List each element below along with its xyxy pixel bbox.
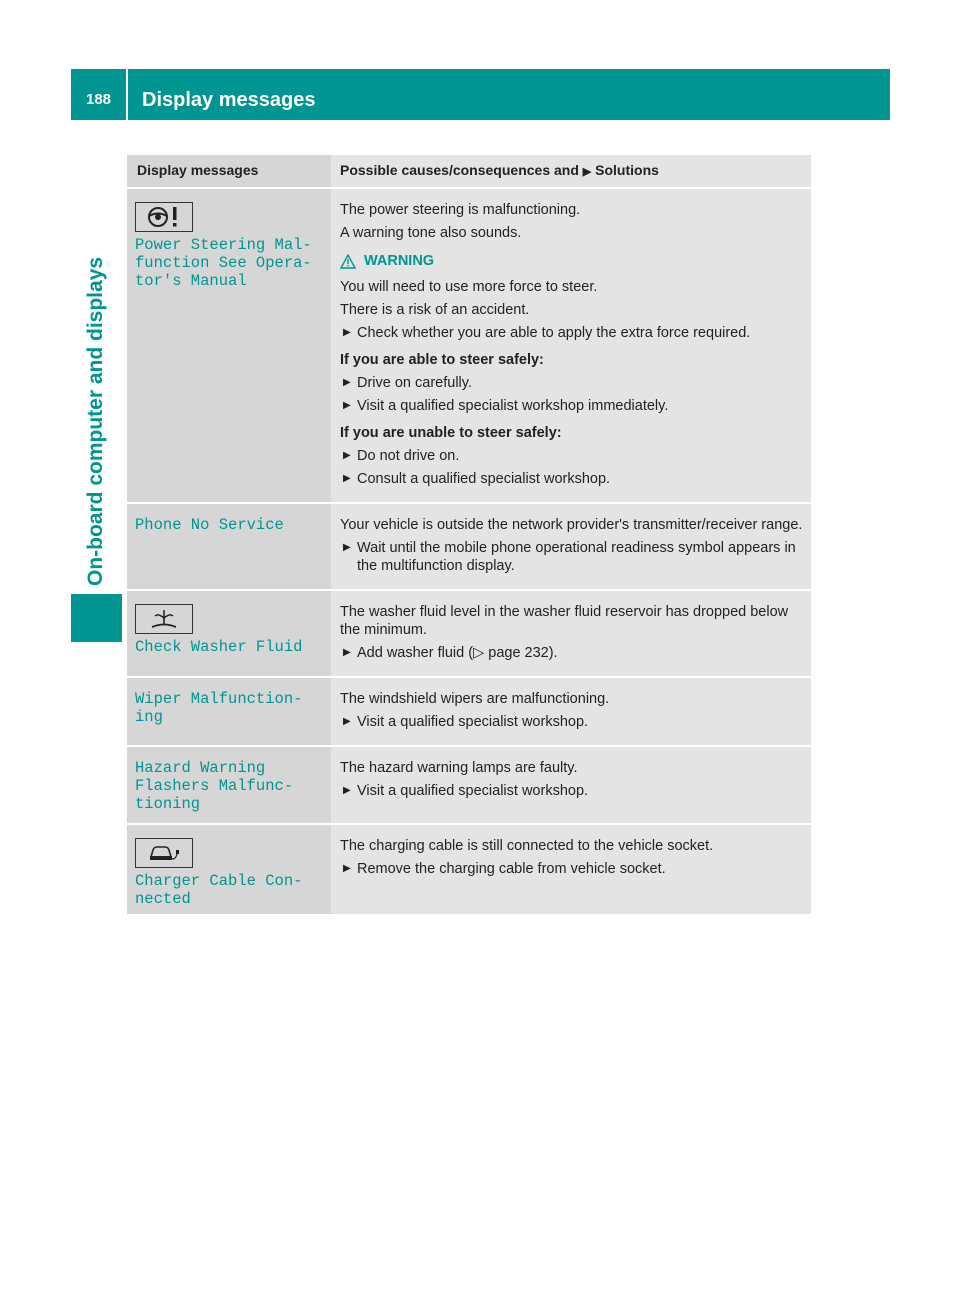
condition-heading: If you are able to steer safely: <box>340 352 544 368</box>
action-step: ▶ Do not drive on. <box>340 447 805 465</box>
action-arrow-icon: ▶ <box>582 166 592 178</box>
page-header <box>71 69 890 120</box>
condition-heading: If you are unable to steer safely: <box>340 425 562 441</box>
display-message: Phone No Service <box>135 516 284 534</box>
display-message: Wiper Malfunction‐ ing <box>135 690 303 726</box>
page-number: 188 <box>85 91 112 108</box>
table-row <box>127 677 811 746</box>
message-cell <box>127 824 331 914</box>
col-header-causes: Possible causes/consequences and ▶ Solutions <box>331 155 811 188</box>
display-message: Power Steering Mal‐ function See Opera‐ tor's Manual <box>135 236 312 290</box>
page-reference-link[interactable]: page 232). <box>488 645 558 661</box>
solution-cell: Your vehicle is outside the network provider's transmitter/receiver range. ▶ Wait until the mobile phone operational readiness symbol appears in the multifunction display. <box>331 503 811 590</box>
message-cell <box>127 590 331 677</box>
table-header-row <box>127 155 811 188</box>
charging-cable-icon <box>135 838 193 868</box>
solution-cell: The windshield wipers are malfunctioning. ▶ Visit a qualified specialist workshop. <box>331 677 811 746</box>
side-tab-marker <box>71 594 122 642</box>
page-title: Display messages <box>142 89 316 111</box>
action-step: ▶ Visit a qualified specialist workshop. <box>340 782 805 800</box>
display-message: Charger Cable Con‐ nected <box>135 872 303 908</box>
table-row <box>127 746 811 824</box>
side-tab-label: On-board computer and displays <box>84 256 107 586</box>
action-step: ▶ Visit a qualified specialist workshop immediately. <box>340 397 805 415</box>
table-row <box>127 590 811 677</box>
display-messages-table <box>127 155 811 914</box>
action-step: ▶ Wait until the mobile phone operational readiness symbol appears in the multifunction display. <box>340 539 805 575</box>
action-step: ▶ Add washer fluid (▷ page 232). <box>340 644 805 662</box>
message-cell <box>127 188 331 503</box>
table-row <box>127 824 811 914</box>
solution-cell: The hazard warning lamps are faulty. ▶ Visit a qualified specialist workshop. <box>331 746 811 824</box>
solution-cell: The washer fluid level in the washer fluid reservoir has dropped below the minimum. ▶ Add washer fluid (▷ page 232). <box>331 590 811 677</box>
power-steering-warning-icon <box>135 202 193 232</box>
washer-fluid-icon <box>135 604 193 634</box>
action-step: ▶ Visit a qualified specialist workshop. <box>340 713 805 731</box>
warning-triangle-icon <box>340 254 356 269</box>
table-row <box>127 188 811 503</box>
warning-label: WARNING <box>340 253 805 269</box>
message-cell <box>127 503 331 590</box>
action-step: ▶ Consult a qualified specialist workshop. <box>340 470 805 488</box>
action-step: ▶ Drive on carefully. <box>340 374 805 392</box>
header-divider <box>126 69 128 120</box>
page-ref-icon: ▷ <box>473 645 485 661</box>
display-message: Hazard Warning Flashers Malfunc‐ tioning <box>135 759 294 813</box>
message-cell <box>127 746 331 824</box>
message-cell <box>127 677 331 746</box>
table-row <box>127 503 811 590</box>
display-message: Check Washer Fluid <box>135 638 303 656</box>
action-step: ▶ Remove the charging cable from vehicle socket. <box>340 860 805 878</box>
action-step: ▶ Check whether you are able to apply the extra force required. <box>340 324 805 342</box>
col-header-messages: Display messages <box>127 155 331 188</box>
solution-cell: The charging cable is still connected to the vehicle socket. ▶ Remove the charging cable from vehicle socket. <box>331 824 811 914</box>
solution-cell: The power steering is malfunctioning. A warning tone also sounds. WARNING You will need to use more force to steer. There is a risk of an accident. ▶ Check whether you are able to apply the extra force required. If you are able to steer safely: ▶ Drive on carefully. ▶ Visit a qualified specialist workshop immediately. If you are unable to steer safely: ▶ Do not drive on. ▶ Consult a qualified specialist workshop. <box>331 188 811 503</box>
